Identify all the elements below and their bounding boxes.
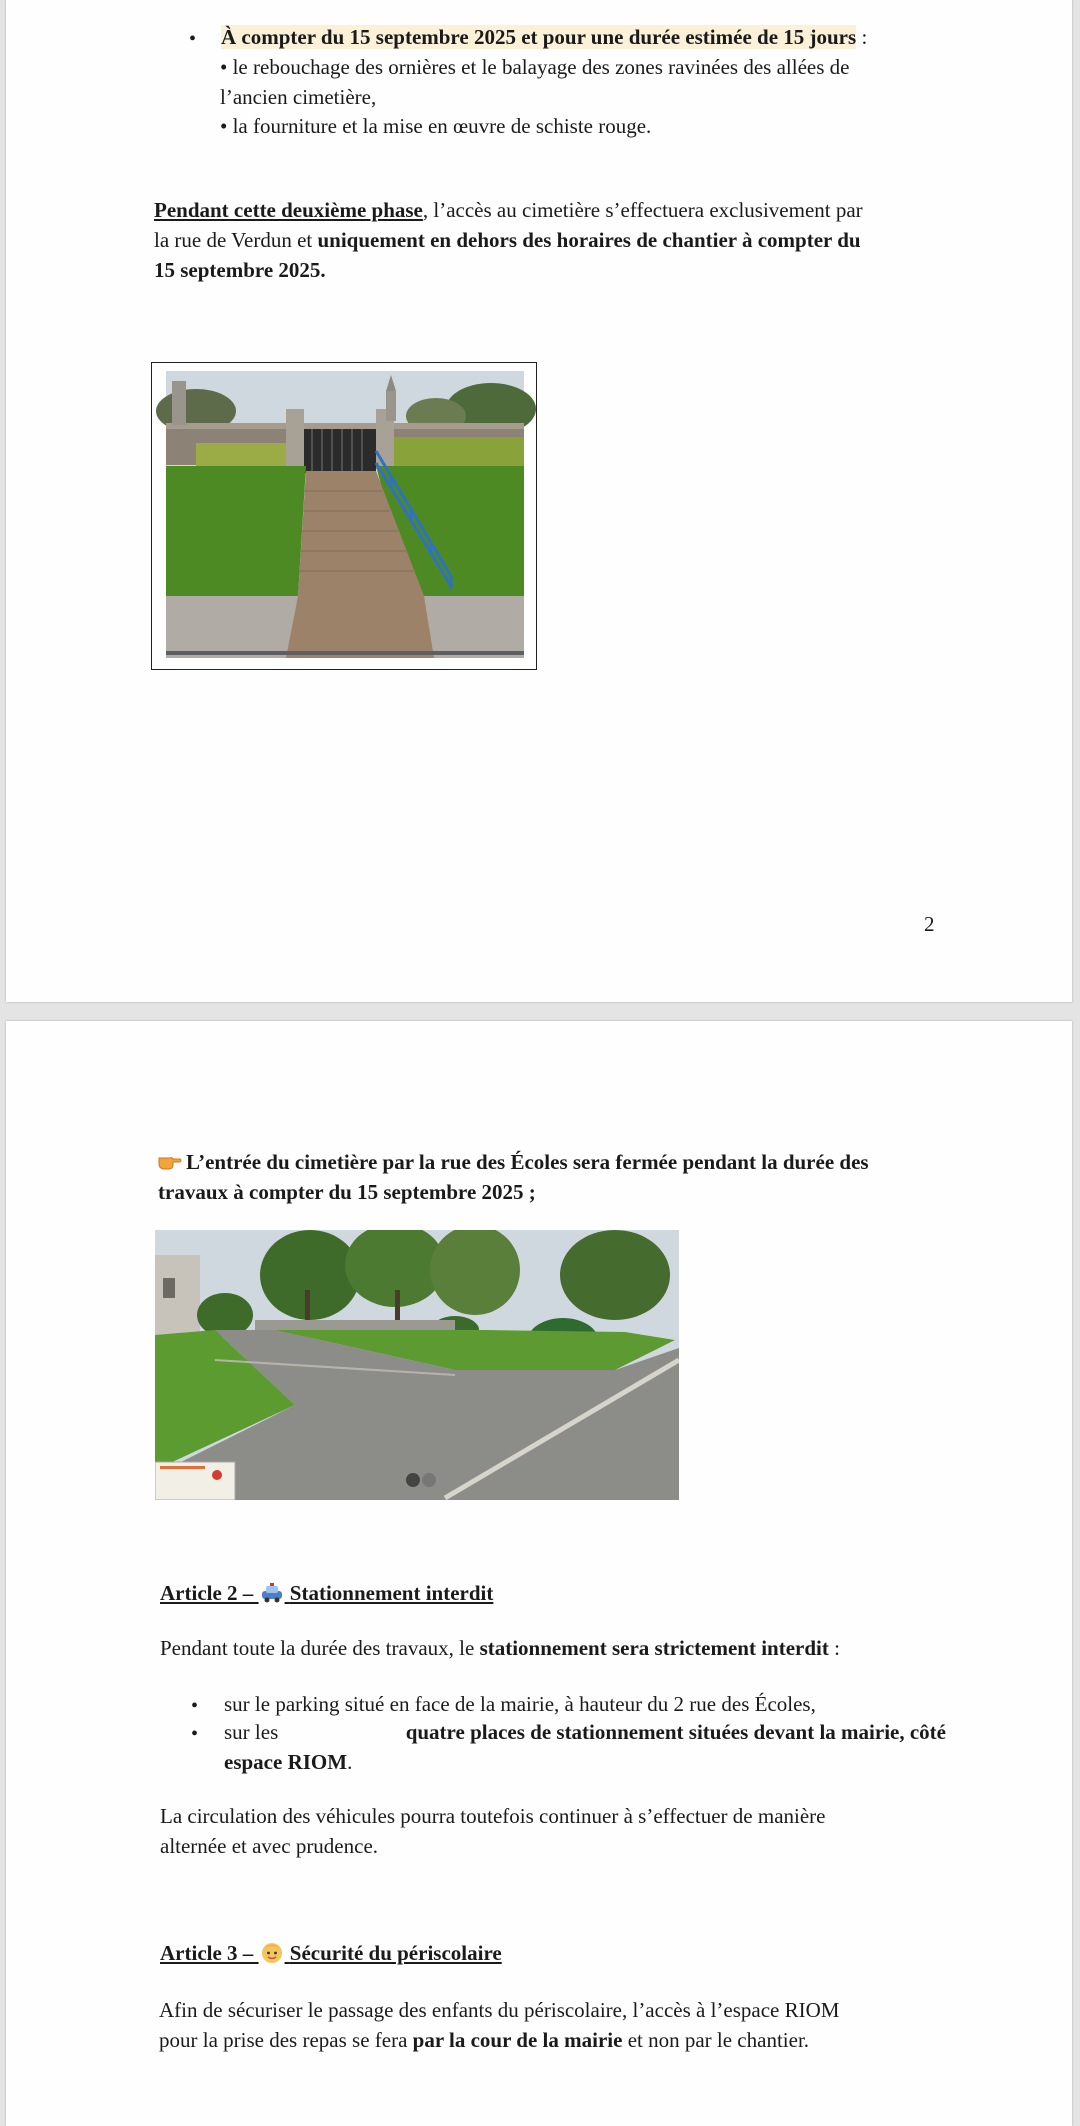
document-page-2 bbox=[6, 1021, 1072, 2126]
parking-item-1: sur le parking situé en face de la mairie, à hauteur du 2 rue des Écoles, bbox=[224, 1692, 816, 1716]
street-view-photo bbox=[155, 1230, 679, 1500]
article-3-paragraph: Afin de sécuriser le passage des enfants du périscolaire, l’accès à l’espace RIOM pour la prise des repas se fera par la cour de la mairie et non par le chantier. bbox=[159, 1998, 840, 2052]
pointing-hand-icon bbox=[158, 1150, 182, 1172]
bullet-heading: À compter du 15 septembre 2025 et pour une durée estimée de 15 jours : bbox=[221, 25, 868, 49]
page-number: 2 bbox=[924, 912, 935, 936]
document-page-1 bbox=[6, 0, 1072, 1002]
police-car-icon bbox=[259, 1582, 285, 1604]
cemetery-gate-photo bbox=[151, 362, 537, 670]
article-2-heading: Article 2 – Stationnement interdit bbox=[160, 1581, 494, 1605]
street-view-image bbox=[155, 1230, 679, 1500]
sub-item-2: • la fourniture et la mise en œuvre de schiste rouge. bbox=[220, 114, 652, 138]
circulation-paragraph: La circulation des véhicules pourra toutefois continuer à s’effectuer de manière alternée et avec prudence. bbox=[160, 1804, 826, 1858]
article-3-heading: Article 3 – Sécurité du périscolaire bbox=[160, 1941, 502, 1965]
article-2-intro: Pendant toute la durée des travaux, le stationnement sera strictement interdit : bbox=[160, 1636, 840, 1660]
bullet-dot: • bbox=[189, 28, 197, 50]
closure-notice: L’entrée du cimetière par la rue des Écoles sera fermée pendant la durée des travaux à compter du 15 septembre 2025 ; bbox=[158, 1150, 869, 1204]
sub-item-1-line2: l’ancien cimetière, bbox=[220, 85, 377, 109]
phase-paragraph: Pendant cette deuxième phase, l’accès au cimetière s’effectuera exclusivement par la rue de Verdun et uniquement en dehors des horaires de chantier à compter du 15 septembre 2025. bbox=[154, 198, 863, 282]
parking-item-2: sur les quatre places de stationnement situées devant la mairie, côté espace RIOM. bbox=[224, 1720, 946, 1774]
bullet-dot: • bbox=[191, 1723, 199, 1745]
sub-item-1-line1: • le rebouchage des ornières et le balayage des zones ravinées des allées de bbox=[220, 55, 850, 79]
cemetery-gate-image bbox=[152, 363, 536, 669]
bullet-dot: • bbox=[191, 1695, 199, 1717]
child-face-icon bbox=[259, 1940, 285, 1964]
